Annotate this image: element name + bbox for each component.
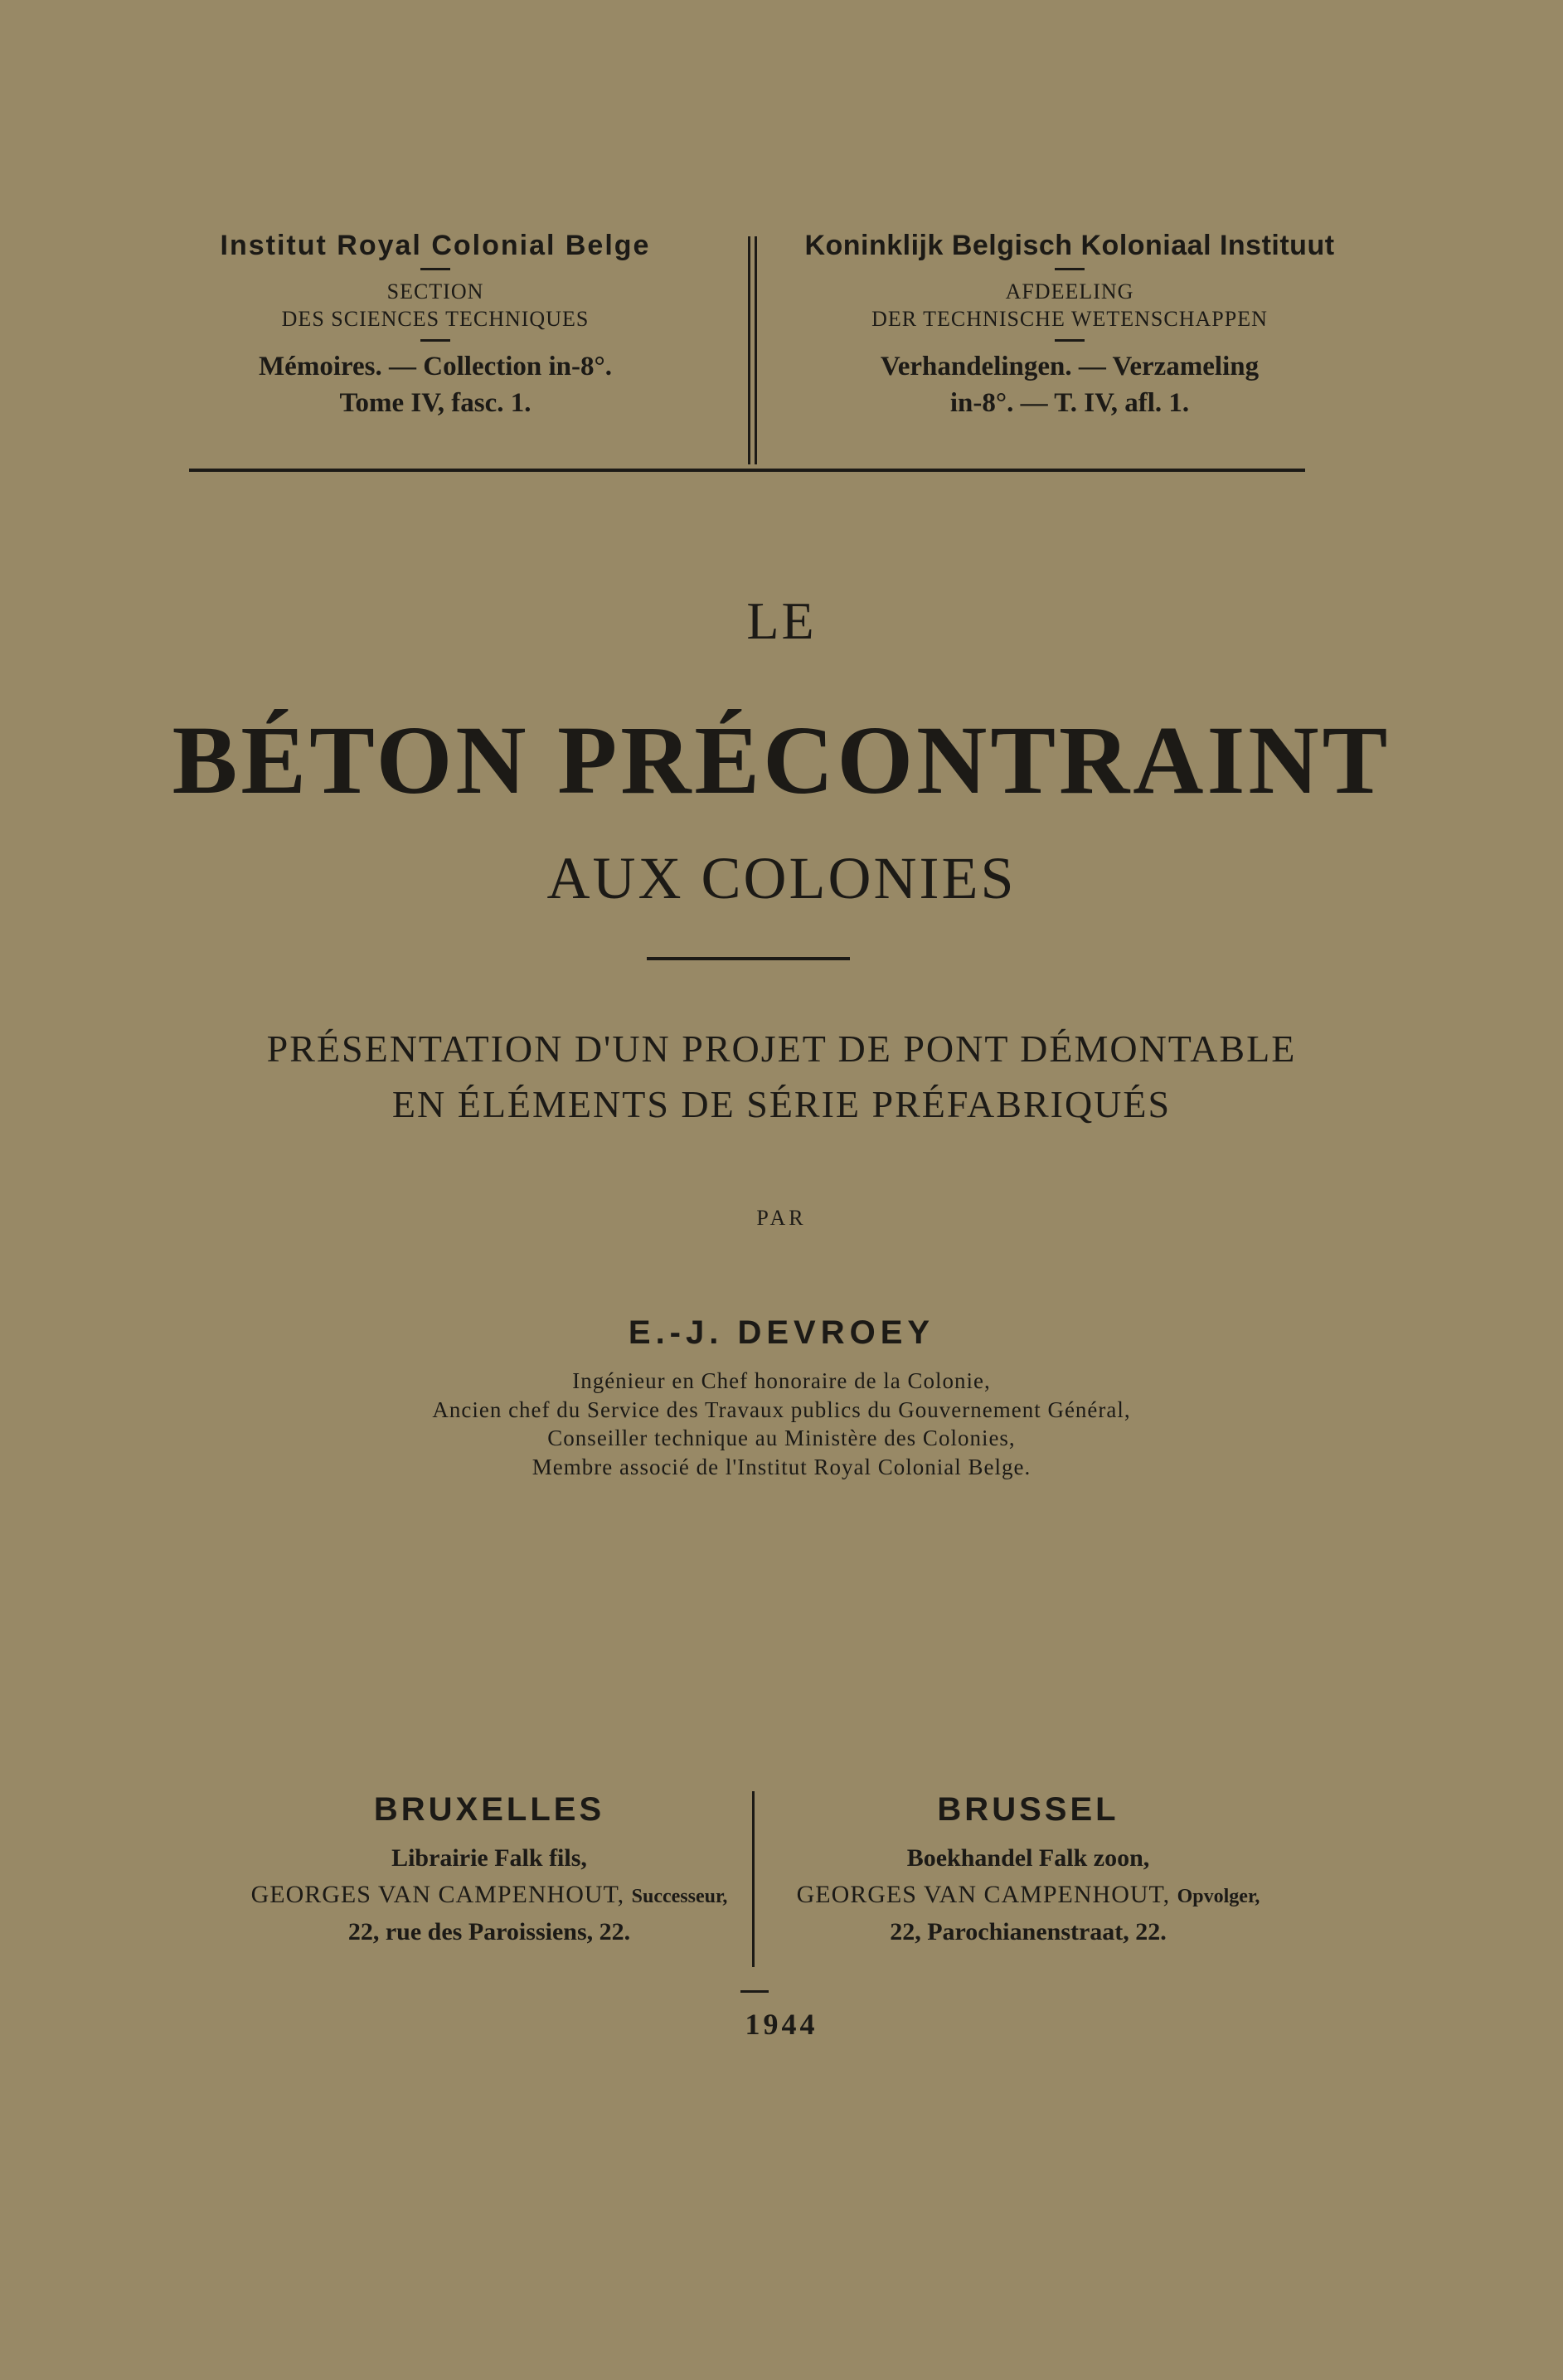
credential-line: Ancien chef du Service des Travaux publics du Gouvernement Général, (432, 1396, 1131, 1422)
publisher-right (763, 1791, 1294, 1950)
header-divider (748, 236, 750, 464)
subtitle (0, 1022, 1563, 1132)
year-dash (740, 1990, 769, 1993)
section-line2-nl: DER TECHNISCHE WETENSCHAPPEN (871, 306, 1268, 331)
header-divider (755, 236, 757, 464)
subtitle-line2: EN ÉLÉMENTS DE SÉRIE PRÉFABRIQUÉS (391, 1082, 1172, 1125)
author-credentials (0, 1367, 1563, 1481)
publisher-line2-nl (763, 1877, 1294, 1913)
section-line2-fr: DES SCIENCES TECHNIQUES (281, 306, 590, 331)
footer-divider (752, 1791, 755, 1967)
divider-dash (1055, 268, 1085, 270)
publisher-name-fr: GEORGES VAN CAMPENHOUT, (250, 1881, 625, 1909)
header-rule (189, 469, 1305, 472)
credential-line: Conseiller technique au Ministère des Colonies, (547, 1426, 1016, 1451)
series-line1-nl: Verhandelingen. — Verzameling (880, 352, 1260, 382)
series-line2-nl: in-8°. — T. IV, afl. 1. (949, 387, 1190, 418)
institute-name-nl: Koninklijk Belgisch Koloniaal Instituut (804, 230, 1335, 261)
by-label: PAR (756, 1206, 807, 1230)
publication-year: 1944 (745, 2008, 818, 2041)
publisher-address-fr: 22, rue des Paroissiens, 22. (347, 1917, 631, 1945)
publisher-left (224, 1791, 755, 1950)
publisher-name-nl: GEORGES VAN CAMPENHOUT, (796, 1881, 1171, 1909)
page-title: BÉTON PRÉCONTRAINT (172, 706, 1391, 814)
divider-dash (420, 339, 450, 342)
title-rule (647, 957, 850, 960)
city-fr: BRUXELLES (373, 1791, 605, 1828)
divider-dash (1055, 339, 1085, 342)
subtitle-line1: PRÉSENTATION D'UN PROJET DE PONT DÉMONTABLE (266, 1027, 1297, 1070)
section-line1-nl: AFDEELING (1005, 279, 1134, 304)
header-right (796, 231, 1343, 420)
divider-dash (420, 268, 450, 270)
institute-name-fr: Institut Royal Colonial Belge (220, 230, 651, 261)
series-line2-fr: Tome IV, fasc. 1. (339, 387, 532, 418)
city-nl: BRUSSEL (937, 1791, 1119, 1828)
credential-line: Ingénieur en Chef honoraire de la Colonie, (572, 1368, 991, 1393)
publisher-role-fr: Successeur, (631, 1886, 728, 1908)
publisher-role-nl: Opvolger, (1177, 1886, 1260, 1908)
section-line1-fr: SECTION (386, 279, 484, 304)
publisher-address-nl: 22, Parochianenstraat, 22. (890, 1917, 1167, 1945)
author-name: E.-J. DEVROEY (628, 1314, 935, 1351)
title-article: LE (746, 591, 817, 650)
header-left (187, 231, 684, 420)
series-line1-fr: Mémoires. — Collection in-8°. (259, 352, 612, 382)
title-sub: AUX COLONIES (546, 845, 1017, 911)
publisher-line2-fr (224, 1877, 755, 1913)
credential-line: Membre associé de l'Institut Royal Colonial Belge. (532, 1454, 1031, 1479)
publisher-line1-fr: Librairie Falk fils, (391, 1844, 587, 1872)
publisher-line1-nl: Boekhandel Falk zoon, (906, 1844, 1150, 1872)
